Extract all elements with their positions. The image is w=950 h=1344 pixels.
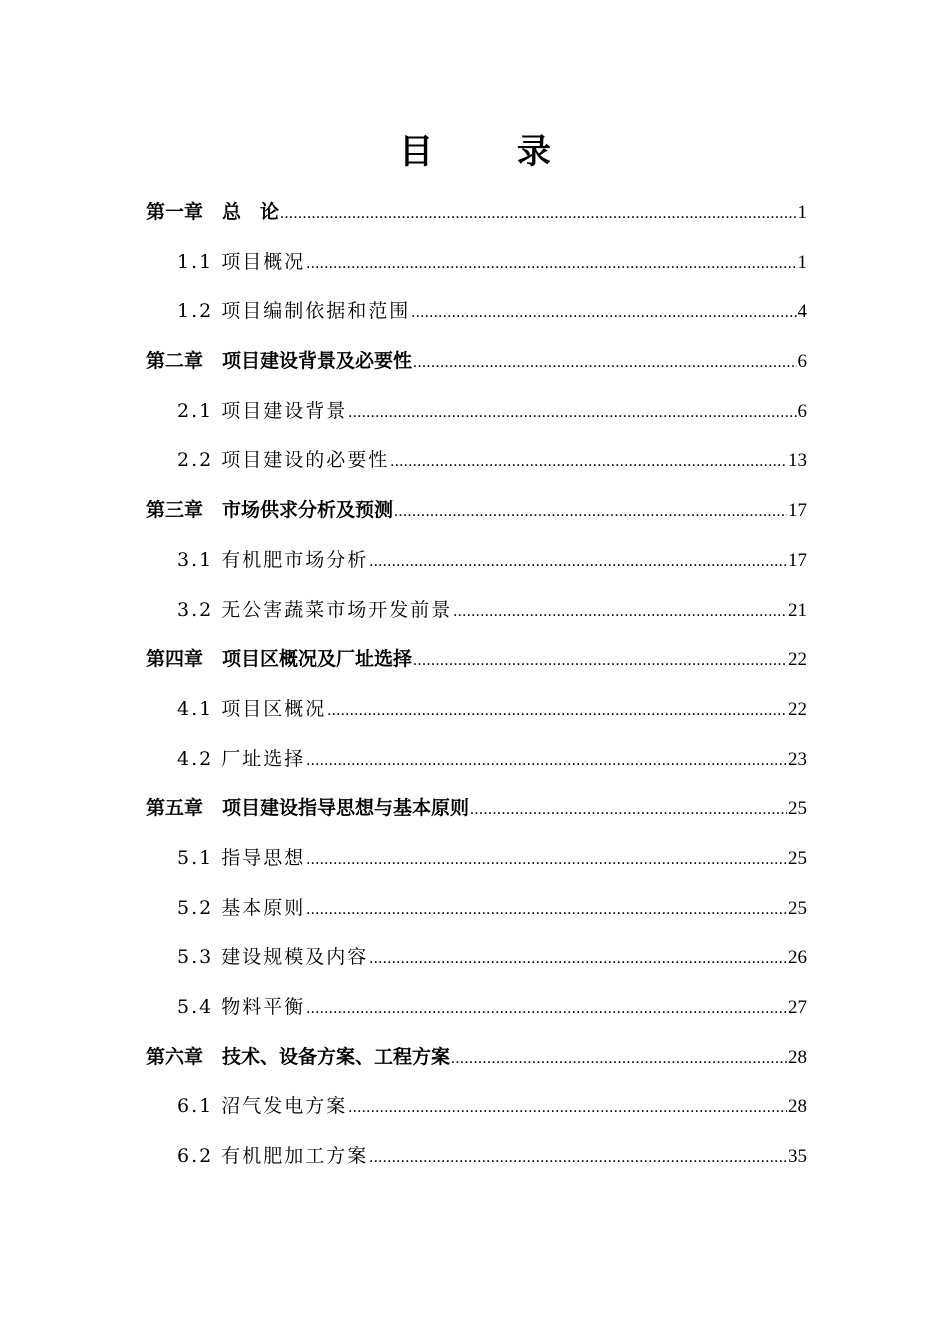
toc-page-number: 25 [788,798,807,820]
toc-section-5-4[interactable] [146,983,807,1033]
toc-page-number: 1 [797,202,807,223]
dot-leader [306,239,796,288]
toc-entry-label: 第四章 项目区概况及厂址选择 [146,648,413,671]
toc-section-2-1[interactable] [146,387,807,437]
toc-section-5-1[interactable] [146,834,807,884]
toc-section-5-2[interactable] [146,884,807,934]
toc-page-number: 22 [788,698,807,720]
dot-leader [306,835,787,884]
toc-section-5-3[interactable] [146,933,807,983]
toc-section-1-2[interactable] [146,287,807,337]
toc-chapter-3[interactable] [146,486,807,536]
toc-page-number: 21 [788,599,807,621]
dot-leader [411,288,796,337]
toc-chapter-4[interactable] [146,635,807,685]
dot-leader [306,736,787,785]
toc-entry-label: 第一章 总 论 [146,201,280,223]
toc-page-number: 27 [788,997,807,1018]
toc-section-3-2[interactable] [146,586,807,636]
toc-section-6-2[interactable] [146,1132,807,1182]
toc-entry-label: 3.1 有机肥市场分析 [177,548,369,571]
toc-page-number: 13 [788,450,807,472]
dot-leader [369,1133,787,1182]
toc-page-number: 28 [788,1046,807,1068]
dot-leader [369,537,787,586]
toc-page-number: 35 [788,1146,807,1168]
toc-entry-label: 第五章 项目建设指导思想与基本原则 [146,797,470,820]
dot-leader [394,487,787,536]
dot-leader [348,388,796,437]
toc-entry-label: 5.1 指导思想 [177,846,306,869]
toc-entry-label: 3.2 无公害蔬菜市场开发前景 [177,598,453,621]
toc-page-number: 17 [788,500,807,522]
toc-entry-label: 5.4 物料平衡 [177,996,306,1018]
toc-section-3-1[interactable] [146,536,807,586]
toc-page-number: 25 [788,897,807,919]
dot-leader [451,1034,787,1083]
toc-section-4-1[interactable] [146,685,807,735]
dot-leader [453,587,787,636]
table-of-contents [146,188,807,1182]
toc-page-number: 23 [788,748,807,770]
dot-leader [348,1083,787,1132]
toc-chapter-1[interactable] [146,188,807,238]
toc-page-number: 17 [788,549,807,571]
toc-entry-label: 4.2 厂址选择 [177,747,306,770]
toc-entry-label: 第三章 市场供求分析及预测 [146,499,394,522]
toc-section-2-2[interactable] [146,436,807,486]
toc-chapter-6[interactable] [146,1033,807,1083]
toc-entry-label: 1.1 项目概况 [177,250,306,273]
toc-page-number: 25 [788,847,807,869]
toc-chapter-5[interactable] [146,784,807,834]
toc-entry-label: 第二章 项目建设背景及必要性 [146,350,413,373]
toc-page-number: 28 [788,1096,807,1118]
dot-leader [327,686,787,735]
dot-leader [413,338,796,387]
toc-entry-label: 5.3 建设规模及内容 [177,946,369,969]
toc-entry-label: 6.1 沼气发电方案 [177,1095,348,1118]
toc-page-number: 26 [788,947,807,969]
dot-leader [413,636,787,685]
toc-entry-label: 1.2 项目编制依据和范围 [177,300,411,323]
toc-entry-label: 2.1 项目建设背景 [177,399,348,422]
toc-entry-label: 2.2 项目建设的必要性 [177,449,390,472]
toc-section-1-1[interactable] [146,238,807,288]
dot-leader [470,785,787,834]
toc-page-number: 6 [797,351,807,373]
toc-page-number: 1 [797,251,807,273]
toc-section-4-2[interactable] [146,735,807,785]
toc-page-number: 22 [788,649,807,671]
toc-entry-label: 6.2 有机肥加工方案 [177,1145,369,1168]
toc-page-number: 6 [797,400,807,422]
dot-leader [280,189,796,238]
dot-leader [306,885,787,934]
toc-chapter-2[interactable] [146,337,807,387]
toc-section-6-1[interactable] [146,1082,807,1132]
toc-entry-label: 5.2 基本原则 [177,896,306,919]
toc-entry-label: 第六章 技术、设备方案、工程方案 [146,1045,451,1068]
toc-page-number: 4 [797,301,807,323]
toc-entry-label: 4.1 项目区概况 [177,697,327,720]
dot-leader [390,437,787,486]
page-title: 目 录 [399,132,587,172]
dot-leader [369,934,787,983]
dot-leader [306,984,787,1033]
